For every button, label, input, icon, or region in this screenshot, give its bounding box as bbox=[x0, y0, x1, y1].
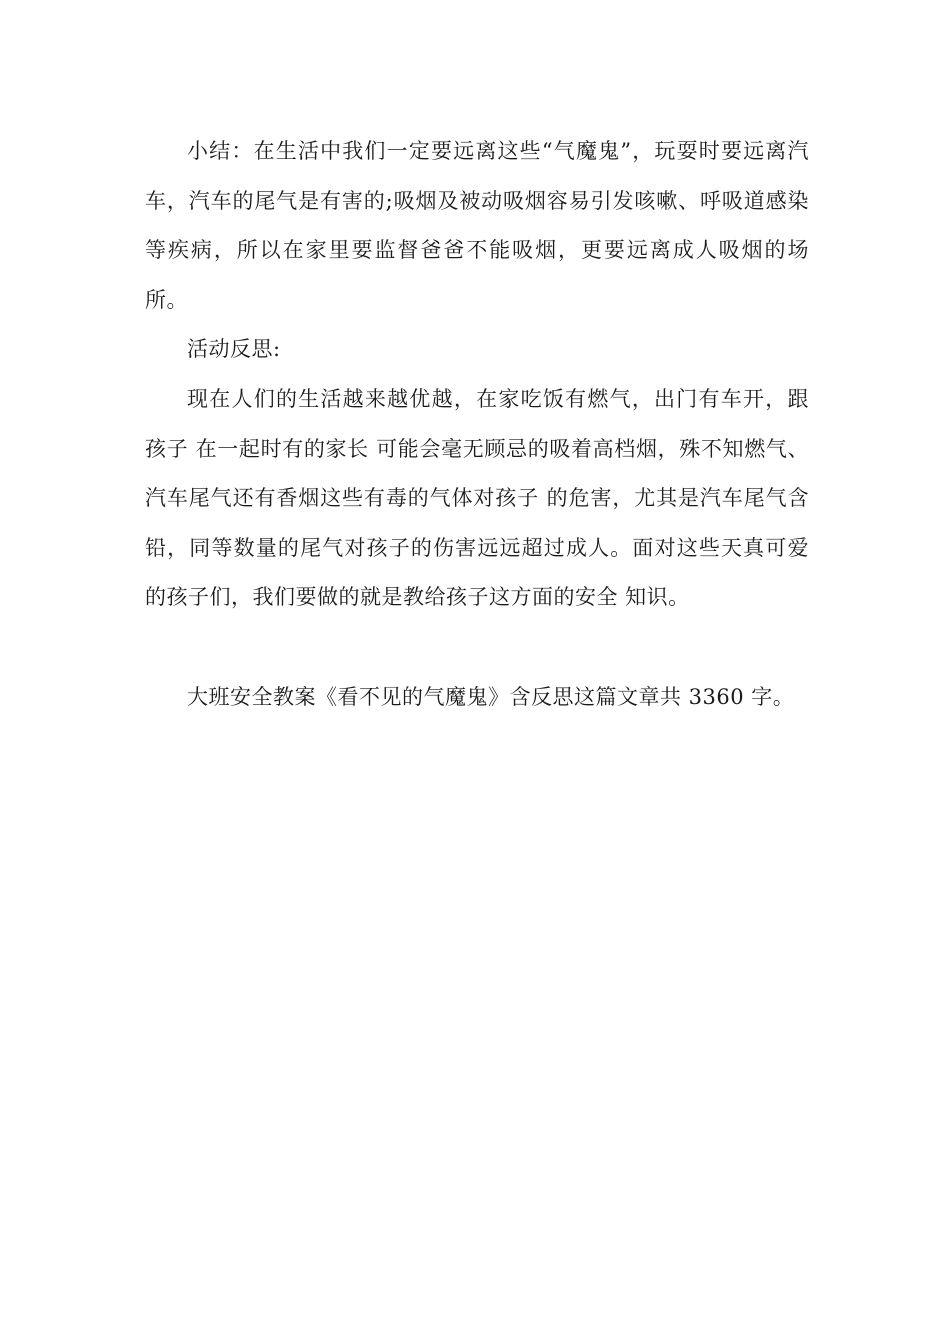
reflection-paragraph: 现在人们的生活越来越优越，在家吃饭有燃气，出门有车开，跟孩子 在一起时有的家长 可能会毫无顾忌的吸着高档烟，殊不知燃气、汽车尾气还有香烟这些有毒的气体对孩子 的危害，尤其是汽车尾气含铅，同等数量的尾气对孩子的伤害远远超过成人。面对这些天真可爱的孩子们，我们要做的就是教给孩子这方面的安全 知识。 bbox=[145, 386, 809, 610]
document-body bbox=[145, 127, 809, 722]
reflection-heading: 活动反思: bbox=[187, 337, 281, 362]
summary-paragraph: 小结：在生活中我们一定要远离这些“气魔鬼”，玩耍时要远离汽车，汽车的尾气是有害的;吸烟及被动吸烟容易引发咳嗽、呼吸道感染等疾病，所以在家里要监督爸爸不能吸烟，更要远离成人吸烟的场所。 bbox=[145, 139, 809, 312]
word-count-note: 大班安全教案《看不见的气魔鬼》含反思这篇文章共 3360 字。 bbox=[187, 684, 795, 709]
